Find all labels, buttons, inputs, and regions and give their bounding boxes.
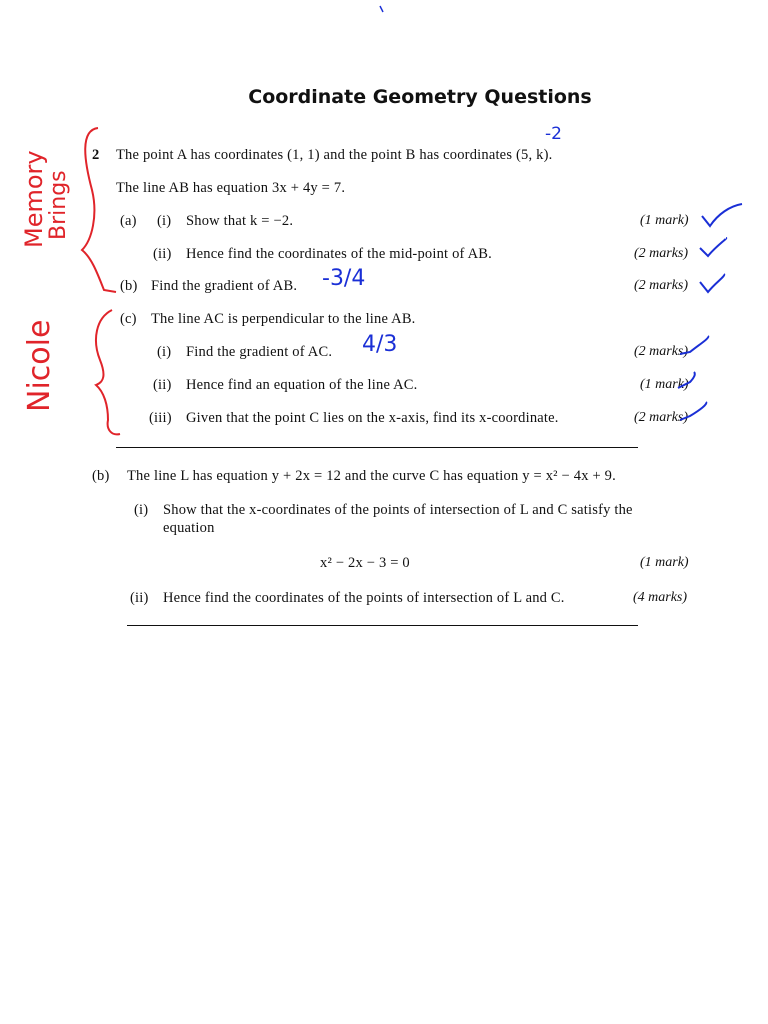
- check-mark-icon: [702, 204, 742, 226]
- page-title: Coordinate Geometry Questions: [248, 86, 592, 108]
- part-a-i-label: (i): [157, 213, 172, 229]
- part-b-label: (b): [120, 278, 138, 294]
- part-a-ii-label: (ii): [153, 246, 172, 262]
- part-a-i-marks: (1 mark): [640, 213, 689, 228]
- part-c-iii-label: (iii): [149, 410, 172, 426]
- part-c-ii-text: Hence find an equation of the line AC.: [186, 377, 418, 393]
- second-part-b-ii-label: (ii): [130, 590, 149, 606]
- handwritten-name-nicole: Nicole: [22, 319, 57, 412]
- line-equation-text: The line AB has equation 3x + 4y = 7.: [116, 180, 346, 196]
- second-part-b-ii-marks: (4 marks): [633, 590, 688, 605]
- second-part-b-label: (b): [92, 468, 110, 484]
- part-a-i-text: Show that k = −2.: [186, 213, 294, 229]
- equation: x² − 2x − 3 = 0: [320, 555, 410, 571]
- part-c-iii-marks: (2 marks): [634, 410, 689, 425]
- second-part-b-ii-text: Hence find the coordinates of the points of intersection of L and C.: [163, 590, 565, 606]
- part-c-label: (c): [120, 311, 137, 327]
- second-part-b-i-label: (i): [134, 502, 149, 518]
- handwritten-name-memory: Memory: [20, 150, 48, 248]
- part-c-i-label: (i): [157, 344, 172, 360]
- part-c-ii-label: (ii): [153, 377, 172, 393]
- question-stem: The point A has coordinates (1, 1) and the point B has coordinates (5, k).: [116, 147, 553, 163]
- question-number: 2: [92, 147, 100, 163]
- handwritten-k-value: -2: [545, 124, 562, 144]
- second-part-b-i-text-continued: equation: [163, 520, 215, 536]
- check-mark-icon: [700, 274, 724, 292]
- part-a-ii-marks: (2 marks): [634, 246, 689, 261]
- part-a-ii-text: Hence find the coordinates of the mid-point of AB.: [186, 246, 492, 262]
- red-brace-bottom: [96, 310, 120, 434]
- handwritten-name-brings: Brings: [46, 170, 71, 240]
- stray-mark: [380, 6, 383, 12]
- second-part-b-i-marks: (1 mark): [640, 555, 689, 570]
- second-part-b-i-text: Show that the x-coordinates of the points of intersection of L and C satisfy the: [163, 502, 633, 518]
- check-mark-icon: [678, 372, 695, 388]
- second-part-b-text: The line L has equation y + 2x = 12 and the curve C has equation y = x² − 4x + 9.: [127, 468, 616, 484]
- part-b-text: Find the gradient of AB.: [151, 278, 298, 294]
- check-mark-icon: [680, 402, 706, 420]
- part-c-ii-marks: (1 mark): [640, 377, 689, 392]
- part-c-text: The line AC is perpendicular to the line AB.: [151, 311, 416, 327]
- red-brace-top: [82, 128, 116, 292]
- part-b-marks: (2 marks): [634, 278, 689, 293]
- part-c-i-marks: (2 marks): [634, 344, 689, 359]
- part-c-iii-text: Given that the point C lies on the x-axis, find its x-coordinate.: [186, 410, 559, 426]
- part-c-i-text: Find the gradient of AC.: [186, 344, 333, 360]
- handwritten-gradient-ac: 4/3: [362, 332, 398, 357]
- handwritten-gradient-ab: -3/4: [322, 266, 366, 291]
- part-a-label: (a): [120, 213, 137, 229]
- check-mark-icon: [680, 336, 708, 354]
- check-mark-icon: [700, 238, 726, 256]
